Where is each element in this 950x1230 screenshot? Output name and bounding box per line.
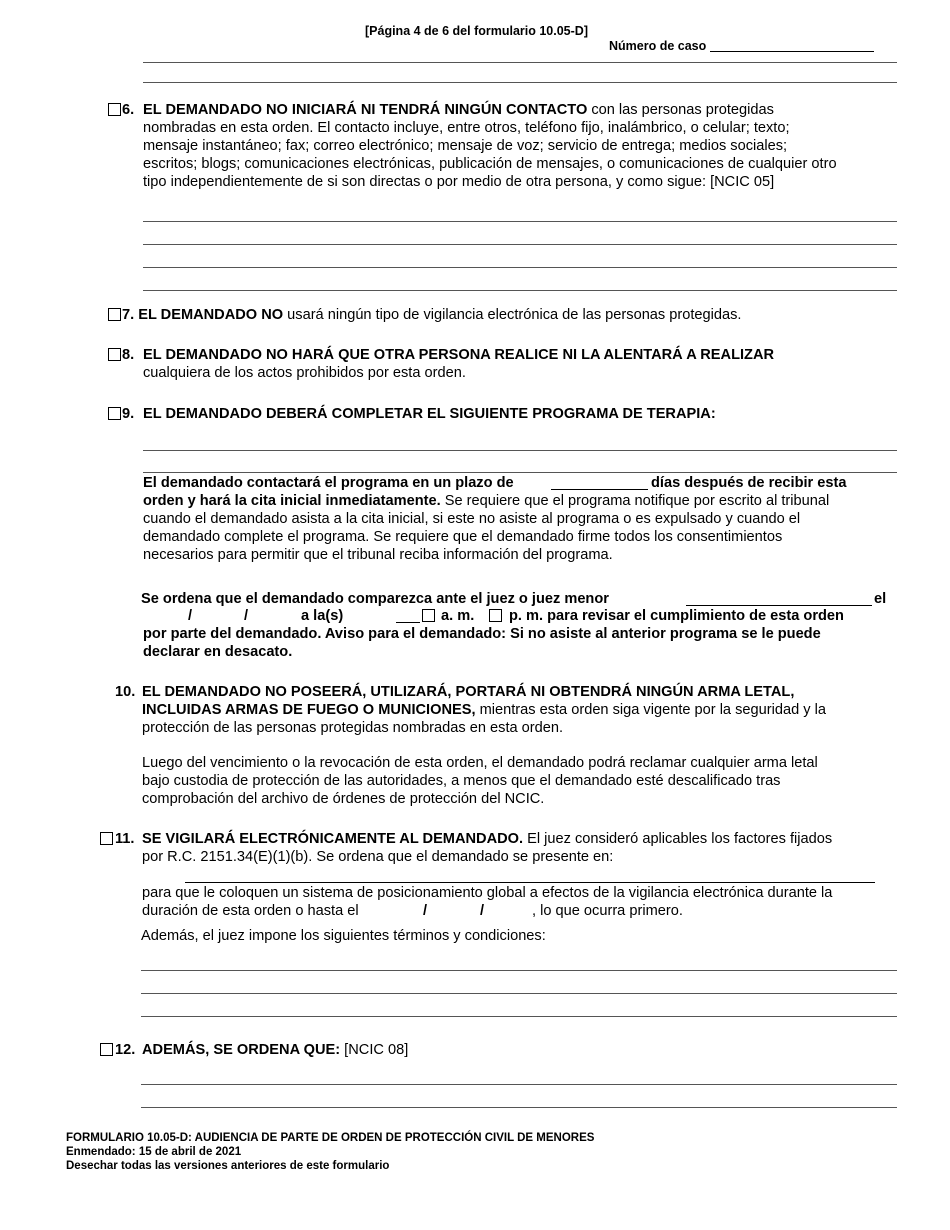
item9-pm-checkbox[interactable] <box>489 609 502 622</box>
item11-terms-line[interactable] <box>141 970 897 971</box>
item6-line3: mensaje instantáneo; fax; correo electrónico; mensaje de voz; servicio de entrega; medios sociales; <box>143 138 788 154</box>
item9-appear-time: a la(s) <box>301 608 344 624</box>
item12-heading: ADEMÁS, SE ORDENA QUE: <box>142 1042 341 1058</box>
item8-line2: cualquiera de los actos prohibidos por esta orden. <box>143 365 466 381</box>
item10-paragraph2 <box>142 754 818 808</box>
footer-form-title: FORMULARIO 10.05-D: AUDIENCIA DE PARTE DE ORDEN DE PROTECCIÓN CIVIL DE MENORES <box>66 1132 595 1144</box>
item9-days-field[interactable] <box>551 474 648 490</box>
item9-contact-line5: necesarios para permitir que el tribunal reciba información del programa. <box>143 547 613 563</box>
item9-date-slash: / <box>244 608 249 624</box>
item9-number: 9. <box>122 406 135 422</box>
item9-appear-line4: declarar en desacato. <box>143 644 293 660</box>
item6-heading: EL DEMANDADO NO INICIARÁ NI TENDRÁ NINGÚN CONTACTO <box>143 102 588 118</box>
item9-checkbox[interactable] <box>108 407 121 420</box>
item7-heading: EL DEMANDADO NO <box>138 307 284 323</box>
item9-contact-a: El demandado contactará el programa en un plazo de <box>143 475 514 491</box>
item12-answer-line[interactable] <box>141 1107 897 1108</box>
item9-am-label: a. m. <box>441 608 475 624</box>
item10-p2-line1: Luego del vencimiento o la revocación de esta orden, el demandado podrá reclamar cualquier arma letal <box>142 755 818 771</box>
item11-line2: por R.C. 2151.34(E)(1)(b). Se ordena que el demandado se presente en: <box>142 849 614 865</box>
item6-text <box>143 101 837 191</box>
item9-contact-b: días después de recibir esta <box>651 475 847 491</box>
item10-heading: EL DEMANDADO NO POSEERÁ, UTILIZARÁ, PORTARÁ NI OBTENDRÁ NINGÚN ARMA LETAL, <box>142 684 795 700</box>
item6-line1: con las personas protegidas <box>587 102 774 118</box>
item8-text <box>143 346 774 382</box>
header-line-1[interactable] <box>143 62 897 63</box>
item10-line2: mientras esta orden siga vigente por la seguridad y la <box>475 702 826 718</box>
item9-am-checkbox[interactable] <box>422 609 435 622</box>
item11-line4-b: , lo que ocurra primero. <box>532 903 683 919</box>
header-line-2[interactable] <box>143 82 897 83</box>
item8-heading: EL DEMANDADO NO HARÁ QUE OTRA PERSONA REALICE NI LA ALENTARÁ A REALIZAR <box>143 347 775 363</box>
item12-number: 12. <box>115 1042 136 1058</box>
item9-pm-label: p. m. para revisar el cumplimiento de esta orden <box>509 608 844 624</box>
case-number-field[interactable] <box>710 37 874 52</box>
item9-contact-text <box>143 492 829 564</box>
item9-appear-el: el <box>874 591 887 607</box>
item11-heading: SE VIGILARÁ ELECTRÓNICAMENTE AL DEMANDADO. <box>142 831 524 847</box>
item10-p2-line3: comprobación del archivo de órdenes de protección del NCIC. <box>142 791 545 807</box>
item10-number: 10. <box>115 684 136 700</box>
item12-text <box>142 1041 408 1059</box>
item11-line1: El juez consideró aplicables los factores fijados <box>523 831 833 847</box>
item9-contact-c: orden y hará la cita inicial inmediatamente. <box>143 493 441 509</box>
footer-discard: Desechar todas las versiones anteriores de este formulario <box>66 1160 390 1172</box>
item9-appear-a: Se ordena que el demandado comparezca ante el juez o juez menor <box>141 591 609 607</box>
item6-answer-line[interactable] <box>143 290 897 291</box>
item9-appear-notice <box>143 625 821 661</box>
page-info: [Página 4 de 6 del formulario 10.05-D] <box>365 24 588 38</box>
item9-appear-line3: por parte del demandado. Aviso para el demandado: Si no asiste al anterior programa se le puede <box>143 626 821 642</box>
footer-amended: Enmendado: 15 de abril de 2021 <box>66 1146 242 1158</box>
case-number-label: Número de caso <box>609 39 707 53</box>
item6-answer-line[interactable] <box>143 267 897 268</box>
item10-p2-line2: bajo custodia de protección de las autoridades, a menos que el demandado esté descalificado tras <box>142 773 781 789</box>
item10-heading-2: INCLUIDAS ARMAS DE FUEGO O MUNICIONES, <box>142 702 476 718</box>
item12-checkbox[interactable] <box>100 1043 113 1056</box>
item8-checkbox[interactable] <box>108 348 121 361</box>
item9-program-line[interactable] <box>143 472 897 473</box>
item11-number: 11. <box>115 831 135 847</box>
item11-date-slash: / <box>423 903 428 919</box>
item12-rest: [NCIC 08] <box>340 1042 409 1058</box>
item9-time-field[interactable] <box>396 607 420 623</box>
item11-location-field[interactable] <box>185 882 875 883</box>
item7-rest: usará ningún tipo de vigilancia electrónica de las personas protegidas. <box>283 307 742 323</box>
item9-contact-line3: cuando el demandado asista a la cita inicial, si este no asiste al programa o es expulsado y cuando el <box>143 511 801 527</box>
item11-text <box>142 830 832 866</box>
item6-number: 6. <box>122 102 135 118</box>
item9-contact-c-rest: Se requiere que el programa notifique por escrito al tribunal <box>440 493 830 509</box>
item10-line3: protección de las personas protegidas nombradas en esta orden. <box>142 720 564 736</box>
item6-line4: escritos; blogs; comunicaciones electrónicas, publicación de mensajes, o comunicaciones de cualquier otro <box>143 156 837 172</box>
item9-program-line[interactable] <box>143 450 897 451</box>
item10-text <box>142 683 826 737</box>
item11-terms-line[interactable] <box>141 993 897 994</box>
item8-number: 8. <box>122 347 135 363</box>
item6-answer-line[interactable] <box>143 221 897 222</box>
item9-heading: EL DEMANDADO DEBERÁ COMPLETAR EL SIGUIENTE PROGRAMA DE TERAPIA: <box>143 406 716 422</box>
item7-number: 7. <box>122 307 135 323</box>
item11-line3: para que le coloquen un sistema de posicionamiento global a efectos de la vigilancia electrónica durante la <box>142 885 833 901</box>
item11-terms-line[interactable] <box>141 1016 897 1017</box>
item6-answer-line[interactable] <box>143 244 897 245</box>
item11-date-slash: / <box>480 903 485 919</box>
item6-checkbox[interactable] <box>108 103 121 116</box>
item6-line5: tipo independientemente de si son directas o por medio de otra persona, y como sigue: [NCIC 05] <box>143 174 775 190</box>
item11-terms: Además, el juez impone los siguientes términos y condiciones: <box>141 928 546 944</box>
item6-line2: nombradas en esta orden. El contacto incluye, entre otros, teléfono fijo, inalámbrico, o celular; texto; <box>143 120 790 136</box>
item9-contact-line4: demandado complete el programa. Se requiere que el demandado firme todos los consentimientos <box>143 529 783 545</box>
footer <box>66 1131 594 1173</box>
item11-line4-a: duración de esta orden o hasta el <box>142 903 359 919</box>
case-number <box>609 37 874 55</box>
item11-gps-text <box>142 884 832 902</box>
item11-checkbox[interactable] <box>100 832 113 845</box>
item7-checkbox[interactable] <box>108 308 121 321</box>
item9-judge-field[interactable] <box>686 590 872 606</box>
item12-answer-line[interactable] <box>141 1084 897 1085</box>
item7-text <box>122 306 741 324</box>
item9-date-slash: / <box>188 608 193 624</box>
